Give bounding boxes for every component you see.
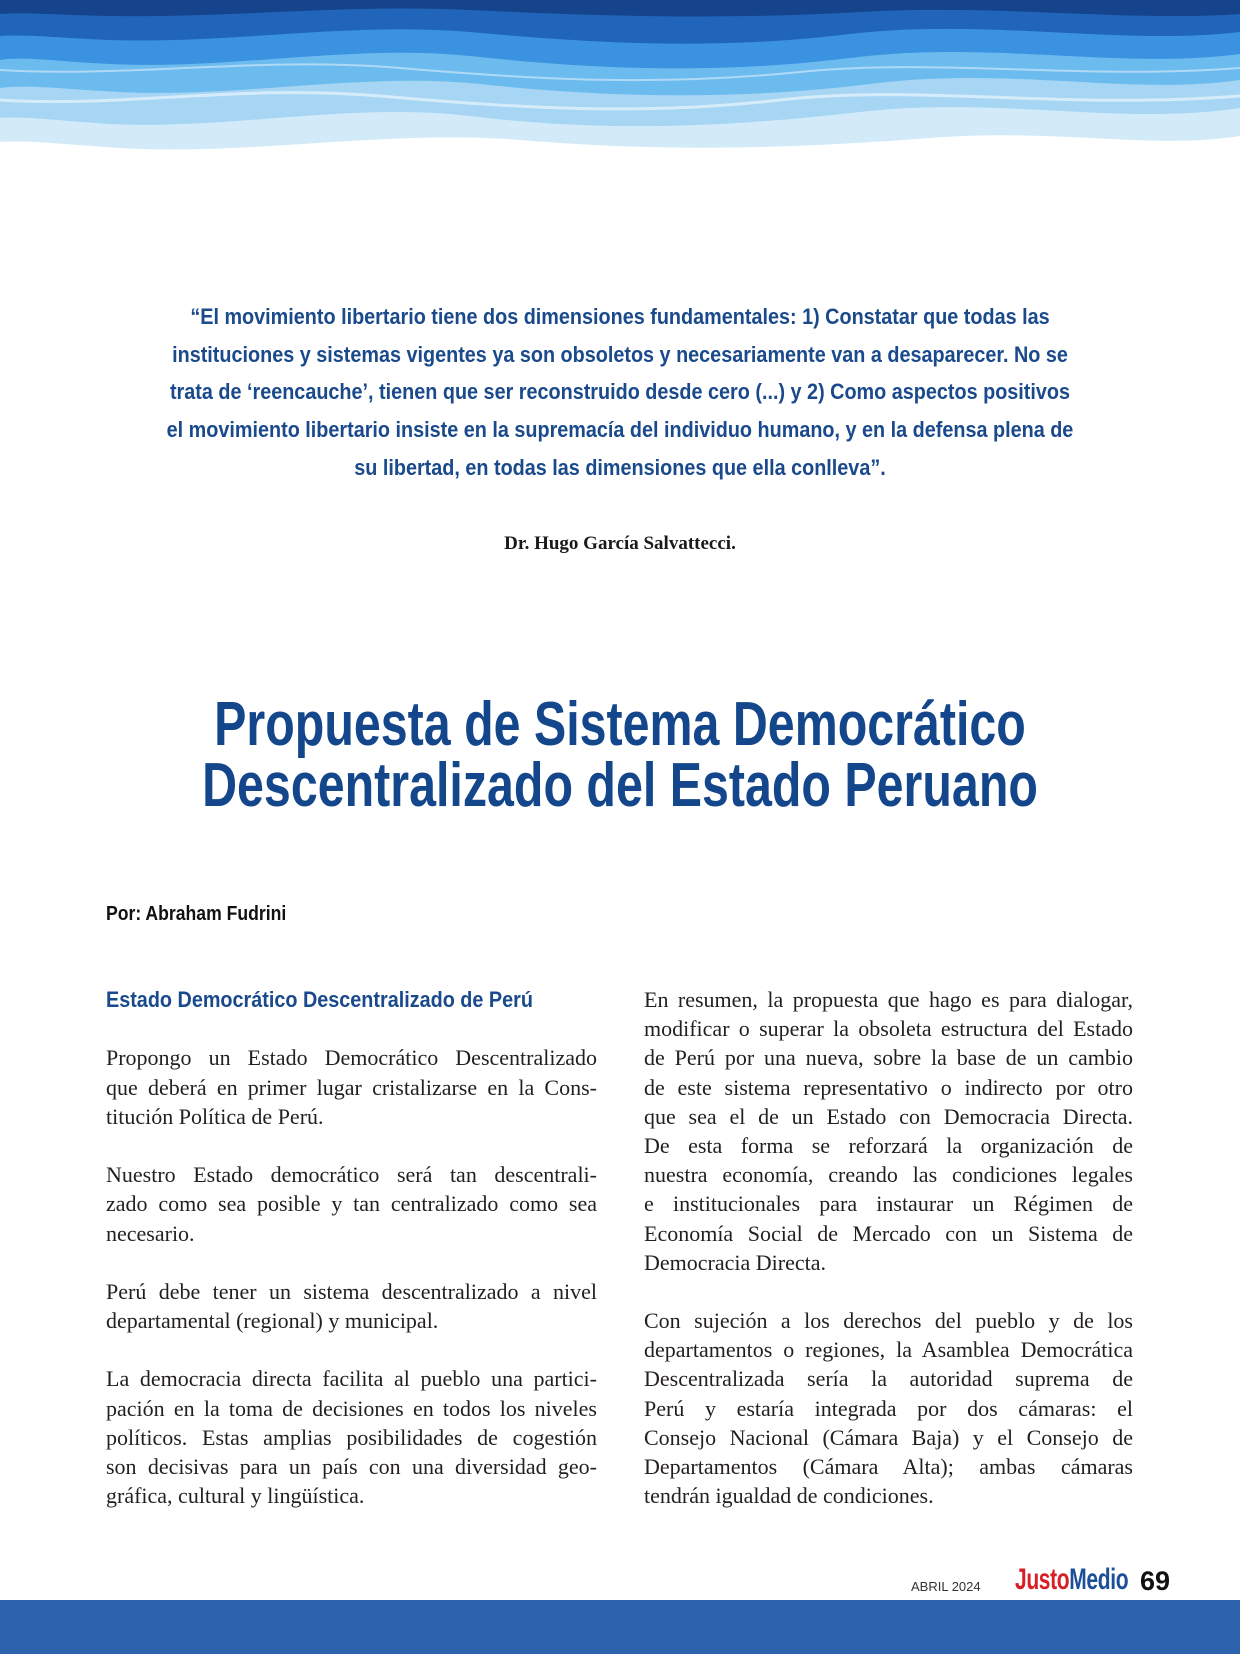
body-line: Perú debe tener un sistema descentralizado a nivel	[106, 1278, 597, 1304]
quote-line: “El movimiento libertario tiene dos dimensiones fundamentales: 1) Constatar que todas las	[190, 304, 1050, 329]
paragraph	[644, 1306, 1133, 1510]
justomedio-logo	[1015, 1563, 1128, 1597]
quote-line: su libertad, en todas las dimensiones que ella conlleva”.	[354, 454, 886, 480]
title-line: Descentralizado del Estado Peruano	[202, 751, 1038, 820]
body-line: Propongo un Estado Democrático Descentralizado	[106, 1045, 597, 1071]
paragraph	[106, 1277, 597, 1335]
body-line: De esta forma se reforzará la organización de	[644, 1132, 1133, 1158]
footer-bar	[0, 1600, 1240, 1654]
logo-part-medio: Medio	[1069, 1563, 1129, 1596]
body-line: necesario.	[106, 1220, 195, 1246]
body-line: pación en la toma de decisiones en todos los niveles	[106, 1395, 597, 1421]
pull-quote	[62, 298, 1178, 487]
body-line: son decisivas para un país con una diversidad geo-	[106, 1454, 597, 1479]
body-line: de Perú por una nueva, sobre la base de un cambio	[644, 1045, 1133, 1071]
body-line: Economía Social de Mercado con un Sistema de	[644, 1220, 1133, 1246]
body-line: Descentralizada sería la autoridad suprema de	[644, 1366, 1133, 1392]
wave-banner	[0, 0, 1240, 160]
body-line: zado como sea posible y tan centralizado como sea	[106, 1191, 597, 1217]
body-line: nuestra economía, creando las condiciones legales	[644, 1162, 1133, 1188]
body-line: modificar o superar la obsoleta estructura del Estado	[644, 1016, 1133, 1042]
quote-attribution: Dr. Hugo García Salvattecci.	[504, 533, 736, 554]
paragraph	[106, 1160, 597, 1248]
body-line: Democracia Directa.	[644, 1249, 826, 1275]
paragraph	[106, 1364, 597, 1510]
title-line: Propuesta de Sistema Democrático	[214, 690, 1026, 759]
quote-line: trata de ‘reencauche’, tienen que ser reconstruido desde cero (...) y 2) Como aspectos positivos	[169, 379, 1071, 405]
article-title	[136, 690, 1103, 820]
body-line: En resumen, la propuesta que hago es para dialogar,	[644, 987, 1133, 1012]
body-line: La democracia directa facilita al pueblo una partici-	[106, 1366, 597, 1392]
body-line: Perú y estaría integrada por dos cámaras: el	[644, 1395, 1133, 1421]
quote-line: el movimiento libertario insiste en la supremacía del individuo humano, y en la defensa plena de	[166, 417, 1074, 443]
page-number: 69	[1140, 1566, 1171, 1596]
body-line: gráfica, cultural y lingüística.	[106, 1483, 365, 1509]
issue-date: ABRIL 2024	[911, 1579, 981, 1594]
body-line: e institucionales para instaurar un Régimen de	[644, 1191, 1133, 1217]
section-heading: Estado Democrático Descentralizado de Perú	[106, 987, 533, 1012]
body-line: políticos. Estas amplias posibilidades de cogestión	[106, 1424, 597, 1450]
body-line: de este sistema representativo o indirecto por otro	[644, 1074, 1133, 1100]
body-line: Con sujeción a los derechos del pueblo y de los	[644, 1308, 1133, 1334]
body-line: que sea el de un Estado con Democracia Directa.	[644, 1103, 1133, 1129]
quote-line: instituciones y sistemas vigentes ya son obsoletos y necesariamente van a desaparecer. No se	[172, 341, 1068, 367]
right-column	[644, 985, 1133, 1510]
body-line: tendrán igualdad de condiciones.	[644, 1483, 934, 1509]
logo-part-justo: Justo	[1015, 1563, 1070, 1596]
body-line: que deberá en primer lugar cristalizarse en la Cons-	[106, 1074, 597, 1100]
paragraph	[644, 985, 1133, 1277]
author-byline: Por: Abraham Fudrini	[106, 903, 287, 925]
body-line: Departamentos (Cámara Alta); ambas cámaras	[644, 1454, 1133, 1479]
body-line: Consejo Nacional (Cámara Baja) y el Consejo de	[644, 1424, 1133, 1450]
left-column	[106, 985, 597, 1510]
paragraph	[106, 1043, 597, 1131]
body-line: departamental (regional) y municipal.	[106, 1308, 439, 1334]
body-line: Nuestro Estado democrático será tan descentrali-	[106, 1162, 597, 1188]
body-line: titución Política de Perú.	[106, 1103, 324, 1129]
body-line: departamentos o regiones, la Asamblea Democrática	[644, 1337, 1133, 1363]
